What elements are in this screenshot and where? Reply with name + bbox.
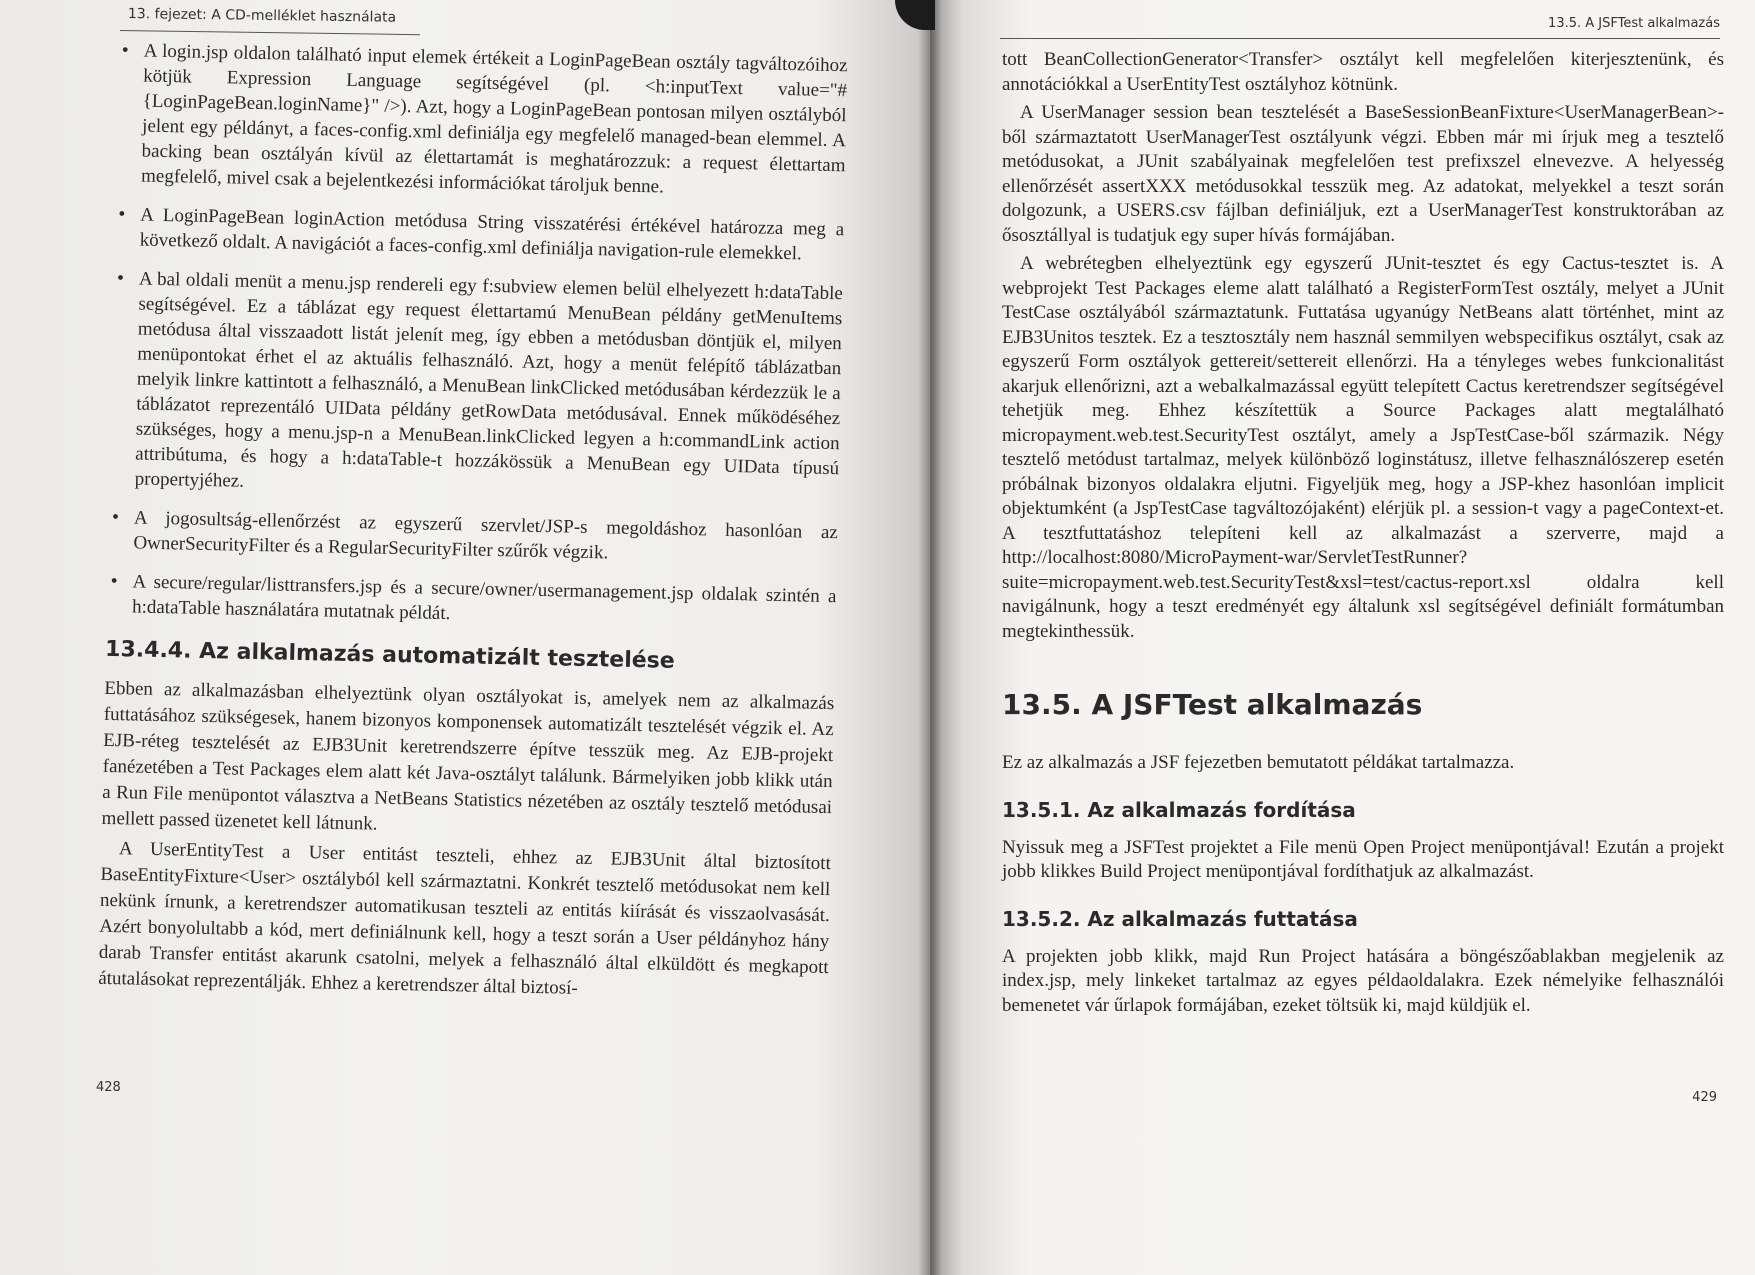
bullet-item: • A secure/regular/listtransfers.jsp és a secure/owner/usermanagement.jsp oldalak szintén a h:dataTable használatára mutatnak példát. [106,569,837,634]
left-bullet-list [106,38,848,634]
subsection-heading-13-5-1: 13.5.1. Az alkalmazás fordítása [1002,797,1356,822]
left-paragraph: Ebben az alkalmazásban elhelyeztünk olyan osztályokat is, amelyek nem az alkalmazás futtatásához szükségesek, hanem bizonyos komponensek automatizált tesztelését végzik el. Az EJB-réteg tesztelését az EJB3Unit keretrendszerre építve tesszük meg. Az EJB-projekt fanézetében a Test Packages elem alatt két Java-osztályt találunk. Bármelyiken jobb klikk után a Run File menüpontot választva a NetBeans Statistics nézetében az osztály tesztelő metódusai mellett passed üzenetet kell látnunk. [101,677,835,835]
right-paragraph: A webrétegben elhelyeztünk egy egyszerű JUnit-tesztet és egy Cactus-tesztet is. A webprojekt Test Packages eleme alatt található a RegisterFormTest osztály, melyet a JUnit TestCase osztályából származtatunk. Futtatása ugyanúgy NetBeans alatt történhet, mint az EJB3Unitos tesztek. Ez a tesztosztály nem használ semmilyen webspecifikus osztályt, csak az egyszerű Form osztályok gettereit/settereit ellenőrzi. Ha a tényleges webes funkcionalitást akarjuk ellenőrizni, azt a webalkalmazással együtt telepített Cactus keretrendszer segítségével tehetjük meg. Ehhez készítettük a Source Packages alatt megtalálható micropayment.web.test.SecurityTest osztályt, amely a JspTestCase-ből származik. Négy tesztelő metódust tartalmaz, melyek különböző loginstátusz, illetve felhasználószerep esetén próbálnak bizonyos oldalakra eljutni. Figyeljük meg, hogy a JSP-khez hasonlóan implicit objektumként (a JspTestCase tagváltozójaként) elérjük pl. a session-t vagy a pageContext-et. A tesztfuttatáshoz telepíteni kell az alkalmazást a szerverre, majd a http://localhost:8080/MicroPayment-war/ServletTestRunner?suite=micropayment.web.test.SecurityTest&xsl=test/cactus-report.xsl oldalra kell navigálnunk, hogy a teszt eredményét egy általunk xsl segítségével definiált formátumban megtekinthessük. [1002,253,1724,642]
bullet-item: • A jogosultság-ellenőrzést az egyszerű szervlet/JSP-s megoldáshoz hasonlóan az OwnerSecurityFilter és a RegularSecurityFilter szűrők végzik. [107,505,838,570]
subsection-text: Nyissuk meg a JSFTest projektet a File menü Open Project menüpontjával! Ezután a projekt jobb klikkes Build Project menüpontjával fordíthatjuk az alkalmazást. [1002,836,1724,882]
left-paragraph: A UserEntityTest a User entitást teszteli, ehhez az EJB3Unit által biztosított BaseEntityFixture<User> osztályból kell származtatni. Konkrét tesztelő metódusokat nem kell nekünk írnunk, a keretrendszer automatikusan teszteli az entitás kiírását és visszaolvasását. Azért bonyolultabb a kód, mert definiálnunk kell, hogy a teszt során a User példányhoz hány darab Transfer entitást akarunk csatolni, melyek a felhasználó által elküldött és megkapott átutalásokat reprezentálják. Ehhez a keretrendszer által biztosí- [98,838,832,999]
section-heading-13-5: 13.5. A JSFTest alkalmazás [1002,688,1423,721]
left-header-rule [120,30,420,35]
bullet-item: • A LoginPageBean loginAction metódusa String visszatérési értékével határozza meg a következő oldalt. A navigációt a faces-config.xml definiálja navigation-rule elemekkel. [114,202,845,267]
bullet-item: • A login.jsp oldalon található input elemek értékeit a LoginPageBean osztály tagváltozóihoz kötjük Expression Language segítségével (pl. <h:inputText value="#{LoginPageBean.loginName}" />). Azt, hogy a LoginPageBean pontosan milyen osztályból jelent egy példányt, a faces-config.xml definiálja egy megfelelő managed-bean elemmel. A backing bean osztályán kívül az élettartamát is meghatározzuk: a request élettartam megfelelő, mivel csak a bejelentkezési információkat tároljuk benne. [115,38,848,203]
left-running-head: 13. fejezet: A CD-melléklet használata [127,6,397,26]
right-paragraph: tott BeanCollectionGenerator<Transfer> osztályt kell megfelelően kiterjesztenünk, és annotációkkal a UserEntityTest osztályhoz kötnünk. [1002,49,1724,95]
right-running-head: 13.5. A JSFTest alkalmazás [1548,16,1720,31]
subsection-text: A projekten jobb klikk, majd Run Project hatására a böngészőablakban megjelenik az index.jsp, mely linkeket tartalmaz az egyes példaoldalakra. Ezek némelyike felhasználói bemenetet vár űrlapok formájában, ezeket töltsük ki, majd küldjük el. [1002,945,1724,1016]
left-text-block [98,38,848,1011]
right-paragraph: A UserManager session bean tesztelését a BaseSessionBeanFixture<UserManagerBean>-ből származtatott UserManagerTest osztályunk végzi. Ebben már mi írjuk meg a tesztelő metódusokat, a JUnit szabályainak megfelelően test prefixszel elnevezve. A helyesség ellenőrzését assertXXX metódusokkal tesszük meg. Az adatokat, melyekkel a teszt során dolgozunk, a USERS.csv fájlban definiáljuk, ezt a UserManagerTest konstruktorában az ősosztállyal is tudatjuk egy super hívás formájában. [1002,102,1724,246]
bullet-item: • A bal oldali menüt a menu.jsp rendereli egy f:subview elemen belül elhelyezett h:dataTable segítségével. Ez a táblázat egy request élettartamú MenuBean példány getMenuItems metódusa által visszaadott listát jelenít meg, így ebben a metódusban döntjük el, milyen menüpontokat érhet el az aktuális felhasználó. Azt, hogy a menüt felépítő táblázatban melyik linkre kattintott a felhasználó, a MenuBean linkClicked metódusában kérdezzük le a táblázatot reprezentáló UIData példány getRowData metódusával. Ennek működéséhez szükséges, hogy a menu.jsp-n a MenuBean.linkClicked legyen a h:commandLink action attribútuma, és hogy a h:dataTable-t hozzákössük a MenuBean egy UIData típusú propertyjéhez. [109,266,844,506]
right-page [930,0,1755,1275]
section-heading-13-4-4: 13.4.4. Az alkalmazás automatizált tesztelése [104,636,675,674]
book-gutter-shadow [918,0,942,1275]
section-intro: Ez az alkalmazás a JSF fejezetben bemutatott példákat tartalmazza. [1002,752,1515,773]
right-page-number: 429 [1692,1090,1717,1105]
right-text-block [1002,48,1724,1022]
left-page-number: 428 [96,1080,121,1095]
subsection-heading-13-5-2: 13.5.2. Az alkalmazás futtatása [1002,906,1358,931]
right-header-rule [1000,38,1720,39]
